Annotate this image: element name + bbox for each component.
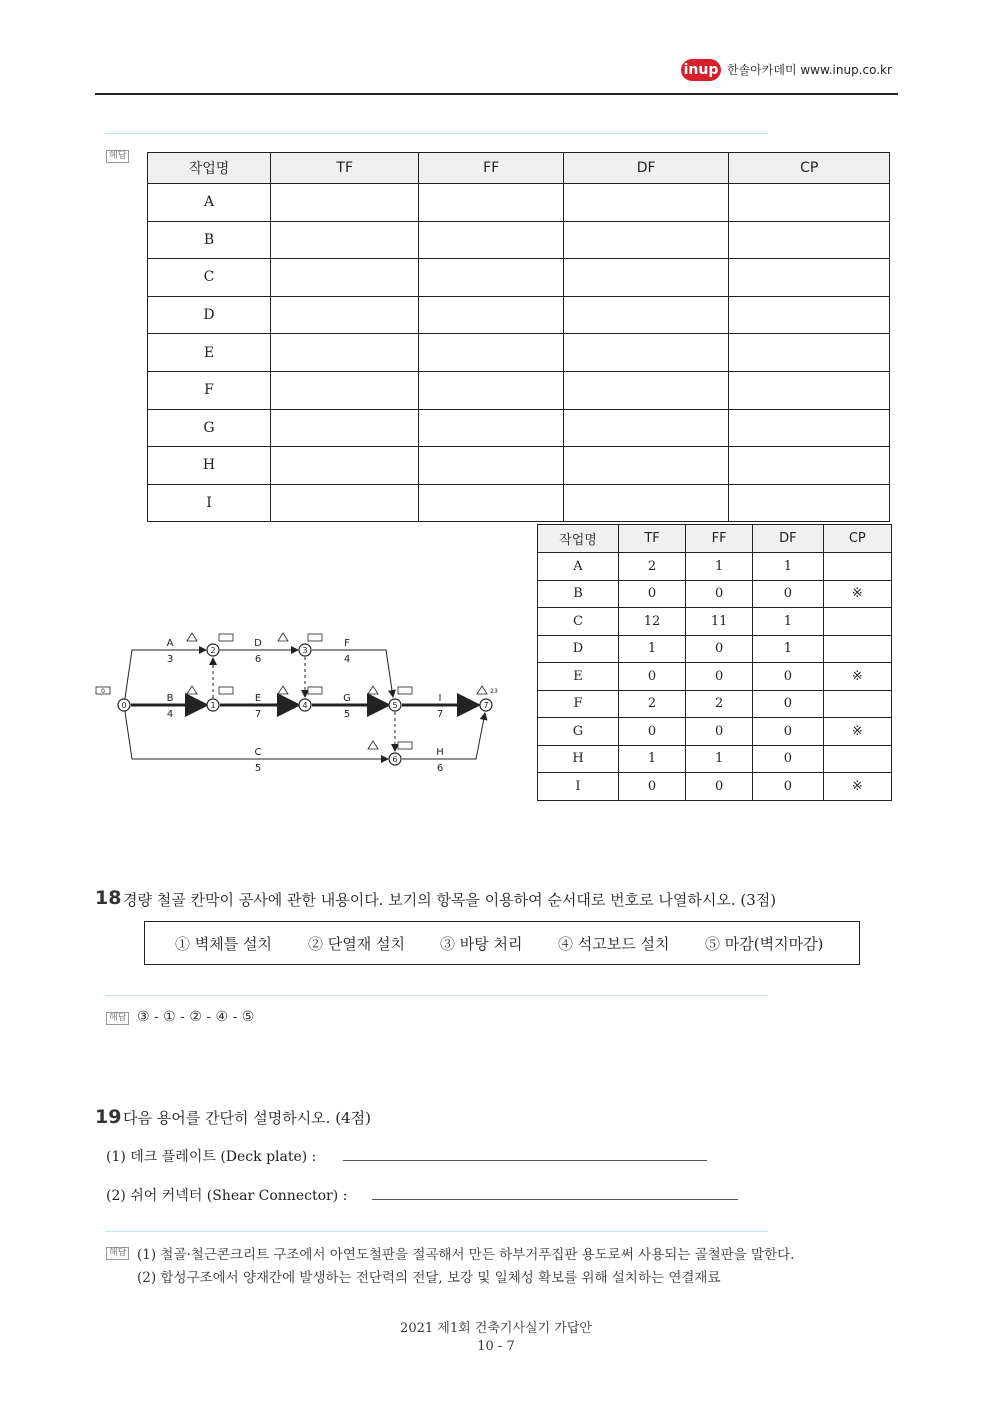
section-divider <box>105 133 768 134</box>
cell: 0 <box>753 773 823 801</box>
end-time-label: 23 <box>490 688 498 695</box>
table-row <box>148 334 890 372</box>
column-header: DF <box>564 153 729 184</box>
cell: 0 <box>619 580 686 608</box>
event-time-triangle <box>278 686 288 694</box>
cell <box>823 745 891 773</box>
event-time-triangle <box>368 741 378 749</box>
cell: 0 <box>753 745 823 773</box>
footer-title: 2021 제1회 건축기사실기 가답안 <box>400 1321 592 1336</box>
column-header: DF <box>753 525 823 553</box>
activity-f-arrow <box>312 650 393 697</box>
cell <box>823 690 891 718</box>
activity-name: B <box>166 693 174 704</box>
activity-cell: F <box>148 371 271 409</box>
question-text: 다음 용어를 간단히 설명하시오. (4점) <box>123 1109 371 1127</box>
cell: 0 <box>753 718 823 746</box>
cell: 0 <box>686 718 753 746</box>
table-row <box>538 580 892 608</box>
node-label: 3 <box>302 646 308 655</box>
event-time-triangle <box>187 686 197 694</box>
activity-cell: E <box>148 334 271 372</box>
column-header: 작업명 <box>538 525 619 553</box>
column-header: 작업명 <box>148 153 271 184</box>
activity-duration: 6 <box>254 654 262 665</box>
activity-name: A <box>166 638 174 649</box>
activity-name: H <box>436 747 444 758</box>
node-label: 4 <box>302 701 308 710</box>
cell: 0 <box>619 773 686 801</box>
activity-cell: A <box>148 184 271 222</box>
section-divider <box>105 995 768 996</box>
cell: ※ <box>823 663 891 691</box>
brand-text: 한솔아카데미 www.inup.co.kr <box>727 63 892 77</box>
page-number: 10 - 7 <box>477 1339 515 1354</box>
node-label: 2 <box>210 646 216 655</box>
activity-name: C <box>254 747 262 758</box>
cell: 0 <box>619 718 686 746</box>
event-time-triangle <box>477 686 487 694</box>
cell: 0 <box>686 773 753 801</box>
answer-tag: 해답 <box>106 1247 129 1260</box>
event-time-box <box>308 687 322 694</box>
activity-duration: 5 <box>343 709 351 720</box>
cell: E <box>538 663 619 691</box>
cell: 12 <box>619 608 686 636</box>
event-time-triangle <box>187 633 197 641</box>
event-time-box <box>308 634 322 641</box>
cell: 2 <box>619 690 686 718</box>
answer-tag: 해답 <box>106 1012 129 1025</box>
question-item: (2) 쉬어 커넥터 (Shear Connector) : <box>106 1188 348 1204</box>
cell: G <box>538 718 619 746</box>
option-item: ④ 석고보드 설치 <box>558 935 670 953</box>
header-rule <box>95 93 898 95</box>
node-label: 5 <box>392 701 398 710</box>
table-row <box>538 690 892 718</box>
option-item: ② 단열재 설치 <box>308 935 405 953</box>
float-answer-table <box>537 524 892 801</box>
cell: 1 <box>686 553 753 581</box>
question-number: 18 <box>95 887 122 909</box>
column-header: FF <box>686 525 753 553</box>
table-row <box>538 553 892 581</box>
cell: ※ <box>823 580 891 608</box>
table-row <box>538 608 892 636</box>
node-label: 7 <box>483 701 489 710</box>
section-divider <box>105 1231 768 1232</box>
cell: 0 <box>686 663 753 691</box>
table-header-row <box>538 525 892 553</box>
question-text: 경량 철골 칸막이 공사에 관한 내용이다. 보기의 항목을 이용하여 순서대로 번호로 나열하시오. (3점) <box>123 891 777 909</box>
node-label: 6 <box>392 755 398 764</box>
cell: ※ <box>823 773 891 801</box>
activity-cell: C <box>148 259 271 297</box>
cell: 0 <box>753 690 823 718</box>
table-row <box>148 259 890 297</box>
cell: 1 <box>619 745 686 773</box>
node-label: 1 <box>210 701 216 710</box>
table-header-row <box>148 153 890 184</box>
cell <box>823 608 891 636</box>
answer-blank-line <box>343 1160 707 1161</box>
activity-cell: G <box>148 409 271 447</box>
activity-duration: 4 <box>343 654 351 665</box>
question-number: 19 <box>95 1106 122 1128</box>
activity-cell: H <box>148 447 271 485</box>
network-diagram <box>92 625 507 775</box>
options-box <box>144 921 860 965</box>
cell: 1 <box>753 608 823 636</box>
column-header: CP <box>823 525 891 553</box>
cell <box>823 635 891 663</box>
cell: D <box>538 635 619 663</box>
cell: C <box>538 608 619 636</box>
event-time-box <box>219 687 233 694</box>
table-row <box>148 447 890 485</box>
cell: 0 <box>686 580 753 608</box>
cell: 0 <box>619 663 686 691</box>
answer-tag: 해답 <box>106 150 129 163</box>
cell: 1 <box>619 635 686 663</box>
answer-text: ③ - ① - ② - ④ - ⑤ <box>137 1009 255 1025</box>
cell: 2 <box>686 690 753 718</box>
cell: 1 <box>753 553 823 581</box>
cell: I <box>538 773 619 801</box>
table-row <box>148 296 890 334</box>
question-item: (1) 데크 플레이트 (Deck plate) : <box>106 1149 317 1165</box>
cell: ※ <box>823 718 891 746</box>
blank-answer-table <box>147 152 890 522</box>
activity-cell: D <box>148 296 271 334</box>
node-label: 0 <box>121 701 127 710</box>
cell: 0 <box>753 580 823 608</box>
cell: B <box>538 580 619 608</box>
activity-duration: 5 <box>254 763 262 774</box>
cell: 0 <box>753 663 823 691</box>
event-time-box <box>398 742 412 749</box>
answer-blank-line <box>372 1199 738 1200</box>
activity-duration: 3 <box>166 654 174 665</box>
column-header: CP <box>729 153 890 184</box>
activity-cell: I <box>148 484 271 522</box>
activity-name: D <box>254 638 262 649</box>
answer-text: (2) 합성구조에서 양재간에 발생하는 전단력의 전달, 보강 및 일체성 확보를 위해 설치하는 연결재료 <box>137 1270 721 1286</box>
activity-duration: 7 <box>254 709 262 720</box>
column-header: TF <box>619 525 686 553</box>
table-row <box>148 484 890 522</box>
event-time-triangle <box>368 686 378 694</box>
table-row <box>148 371 890 409</box>
activity-name: G <box>343 693 351 704</box>
cell: A <box>538 553 619 581</box>
cell: F <box>538 690 619 718</box>
column-header: FF <box>419 153 564 184</box>
cell: 1 <box>686 745 753 773</box>
activity-duration: 6 <box>436 763 444 774</box>
cell <box>823 553 891 581</box>
option-item: ⑤ 마감(벽지마감) <box>705 935 824 953</box>
activity-a-arrow <box>124 650 206 705</box>
activity-name: I <box>438 693 442 704</box>
activity-cell: B <box>148 221 271 259</box>
answer-text: (1) 철골·철근콘크리트 구조에서 아연도철판을 절곡해서 만든 하부거푸집판 용도로써 사용되는 골철판을 말한다. <box>137 1247 795 1263</box>
cell: 0 <box>686 635 753 663</box>
table-row <box>148 221 890 259</box>
activity-duration: 7 <box>436 709 444 720</box>
cell: 1 <box>753 635 823 663</box>
table-row <box>538 718 892 746</box>
table-row <box>538 745 892 773</box>
event-time-box <box>219 634 233 641</box>
option-item: ① 벽체틀 설치 <box>175 935 272 953</box>
column-header: TF <box>271 153 419 184</box>
event-time-box <box>398 687 412 694</box>
cell: H <box>538 745 619 773</box>
cell: 2 <box>619 553 686 581</box>
event-time-triangle <box>278 633 288 641</box>
cell: 11 <box>686 608 753 636</box>
table-row <box>538 663 892 691</box>
table-row <box>148 184 890 222</box>
table-row <box>538 635 892 663</box>
table-row <box>148 409 890 447</box>
activity-duration: 4 <box>166 709 174 720</box>
activity-name: E <box>254 693 262 704</box>
start-time-label: 0 <box>101 688 105 695</box>
activity-name: F <box>344 638 350 649</box>
brand-logo: inup <box>681 59 721 81</box>
option-item: ③ 바탕 처리 <box>440 935 523 953</box>
table-row <box>538 773 892 801</box>
